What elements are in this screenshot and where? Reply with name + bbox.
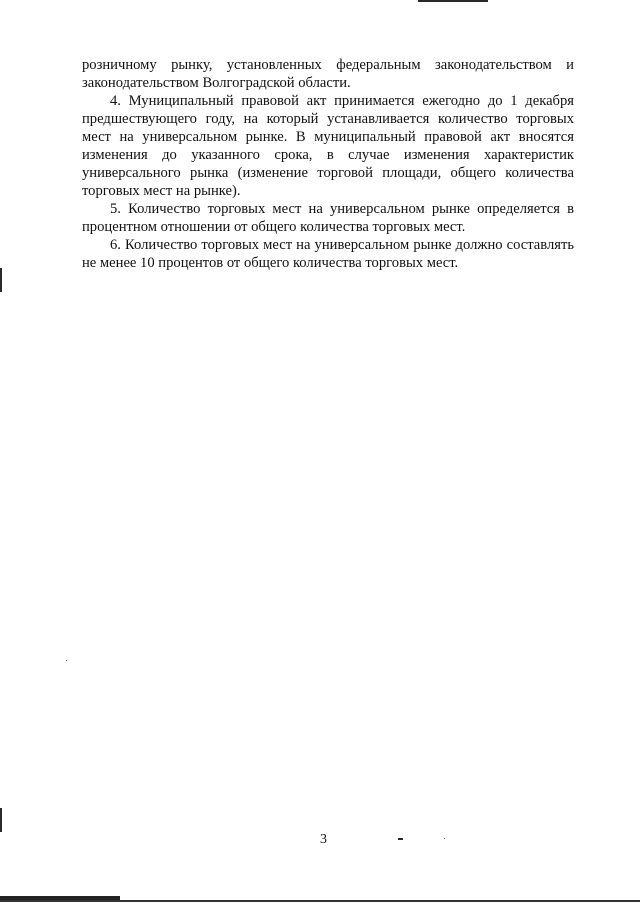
paragraph-item-5: 5. Количество торговых мест на универсальном рынке определяется в процентном отношении от общего количества торговых мест. [82, 201, 574, 235]
scan-artifact-left-edge-lower [0, 808, 2, 832]
paragraph-item-6: 6. Количество торговых мест на универсальном рынке должно составлять не менее 10 процентов от общего количества торговых мест. [82, 237, 574, 271]
scan-artifact-dot-2 [444, 838, 445, 839]
scan-artifact-dot [66, 660, 67, 661]
scan-artifact-dash [398, 838, 403, 840]
paragraph-item-4: 4. Муниципальный правовой акт принимается ежегодно до 1 декабря предшествующего году, на который устанавливается количество торговых мест на универсальном рынке. В муниципальный правовой акт вносятся изменения до указанного срока, в случае изменения характеристик универсального рынка (изменение торговой площади, общего количества торговых мест на рынке). [82, 93, 574, 199]
paragraph-continuation: розничному рынку, установленных федеральным законодательством и законодательством Волгоградской области. [82, 57, 574, 91]
scan-artifact-left-edge [0, 268, 2, 292]
document-body [82, 56, 574, 272]
scan-artifact-top-rule [418, 0, 488, 2]
scan-artifact-bottom-edge [0, 900, 640, 902]
page-number: 3 [320, 832, 327, 847]
